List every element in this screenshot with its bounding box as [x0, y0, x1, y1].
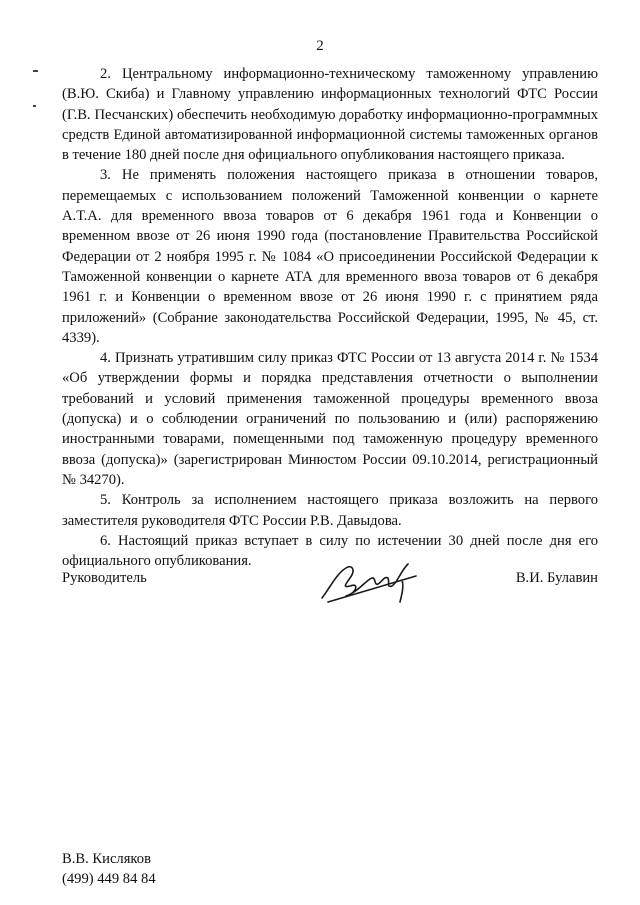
handwritten-signature [316, 558, 426, 606]
margin-mark [33, 105, 36, 107]
paragraph-4: 4. Признать утратившим силу приказ ФТС России от 13 августа 2014 г. № 1534 «Об утверждении формы и порядка представления отчетности о выполнении требований и условий применения таможенной процедуры временного ввоза (допуска) и о соблюдении ограничений по пользованию и (или) распоряжению иностранными товарами, помещенными под таможенную процедуру временного ввоза (допуска)» (зарегистрирован Минюстом России 09.10.2014, регистрационный № 34270). [62, 350, 598, 488]
executor-info [62, 849, 156, 889]
document-body [62, 64, 598, 571]
signatory-title: Руководитель [62, 570, 147, 586]
signature-block [62, 558, 598, 608]
paragraph-3: 3. Не применять положения настоящего приказа в отношении товаров, перемещаемых с использованием положений Таможенной конвенции о карнете А.Т.А. для временного ввоза товаров от 6 декабря 1961 года и Конвенции о временном ввозе от 26 июня 1990 года (постановление Правительства Российской Федерации от 2 ноября 1995 г. № 1084 «О присоединении Российской Федерации к Таможенной конвенции о карнете АТА для временного ввоза товаров от 6 декабря 1961 г. и Конвенции о временном ввозе от 26 июня 1990 г. с принятием ряда приложений» (Собрание законодательства Российской Федерации, 1995, № 45, ст. 4339). [62, 167, 598, 346]
paragraph-6: 6. Настоящий приказ вступает в силу по истечении 30 дней после дня его официального опубликования. [62, 532, 598, 570]
executor-name: В.В. Кисляков [62, 851, 151, 867]
paragraph-2: 2. Центральному информационно-техническому таможенному управлению (В.Ю. Скиба) и Главному управлению информационных технологий ФТС России (Г.В. Песчанских) обеспечить необходимую доработку информационно-программных средств Единой автоматизированной информационной системы таможенных органов в течение 180 дней после дня официального опубликования настоящего приказа. [62, 66, 598, 164]
executor-phone: (499) 449 84 84 [62, 871, 156, 887]
page-number: 2 [316, 38, 324, 54]
signatory-name: В.И. Булавин [515, 570, 598, 586]
margin-mark [33, 70, 38, 72]
paragraph-5: 5. Контроль за исполнением настоящего приказа возложить на первого заместителя руководителя ФТС России Р.В. Давыдова. [62, 492, 598, 529]
